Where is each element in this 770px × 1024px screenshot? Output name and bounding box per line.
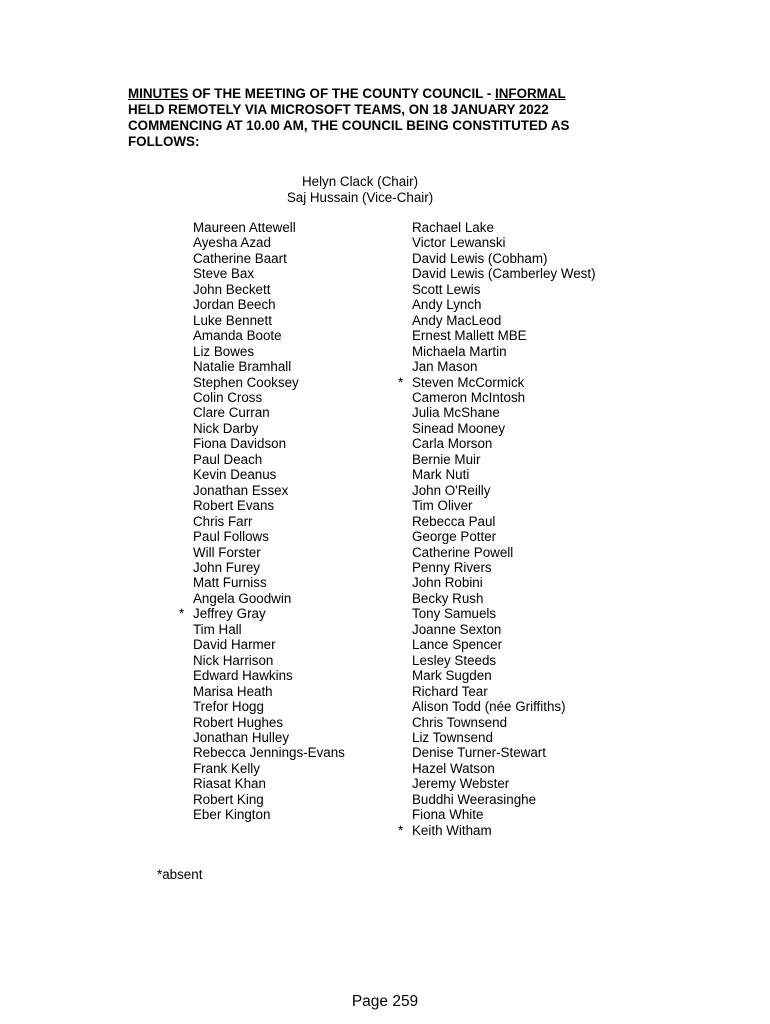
member-name: Catherine Powell — [412, 544, 514, 560]
member-item — [412, 668, 596, 683]
member-name: Steve Bax — [193, 266, 255, 282]
member-name: David Lewis (Cobham) — [412, 250, 548, 266]
member-item — [193, 498, 345, 513]
member-name: Cameron McIntosh — [412, 389, 526, 405]
member-name: Andy MacLeod — [412, 312, 502, 328]
member-item — [193, 359, 345, 374]
member-item — [412, 622, 596, 637]
member-item — [412, 220, 596, 235]
member-name: Rachael Lake — [412, 220, 494, 235]
member-name: Richard Tear — [412, 683, 488, 699]
member-item — [193, 282, 345, 297]
member-item — [193, 591, 345, 606]
member-name: Nick Harrison — [193, 652, 274, 668]
member-item — [412, 684, 596, 699]
member-item — [412, 514, 596, 529]
member-item — [193, 529, 345, 544]
member-item — [412, 606, 596, 621]
member-name: Keith Witham — [412, 822, 492, 838]
member-name: Buddhi Weerasinghe — [412, 791, 537, 807]
member-name: Mark Sugden — [412, 668, 492, 684]
member-item — [193, 514, 345, 529]
heading-line-1 — [128, 86, 628, 102]
member-item — [193, 436, 345, 451]
member-item — [412, 467, 596, 482]
member-name: Paul Follows — [193, 529, 269, 545]
member-item — [412, 545, 596, 560]
page-number: Page 259 — [351, 993, 419, 1010]
absent-marker: * — [398, 822, 404, 838]
member-name: Carla Morson — [412, 436, 493, 452]
member-item — [412, 761, 596, 776]
member-name: Jonathan Essex — [193, 482, 289, 498]
members-list-right — [398, 220, 596, 838]
member-name: Natalie Bramhall — [193, 359, 292, 375]
member-name: Ayesha Azad — [193, 235, 271, 251]
member-name: Stephen Cooksey — [193, 374, 299, 390]
member-item — [412, 745, 596, 760]
member-name: Frank Kelly — [193, 760, 260, 776]
member-item — [412, 405, 596, 420]
member-name: Jonathan Hulley — [193, 729, 290, 745]
member-item — [193, 344, 345, 359]
member-name: Colin Cross — [193, 389, 263, 405]
member-name: Will Forster — [193, 544, 261, 560]
member-name: Sinead Mooney — [412, 420, 506, 436]
member-item — [193, 375, 345, 390]
member-item — [193, 235, 345, 250]
member-name: Michaela Martin — [412, 343, 507, 359]
member-item — [193, 545, 345, 560]
member-item — [412, 421, 596, 436]
absent-marker: * — [179, 606, 185, 622]
absent-marker: * — [398, 374, 404, 390]
member-name: Tim Hall — [193, 621, 242, 637]
member-item — [193, 653, 345, 668]
heading-line-2: HELD REMOTELY VIA MICROSOFT TEAMS, ON 18 JANUARY 2022 — [128, 102, 549, 117]
member-name: Tony Samuels — [412, 606, 497, 622]
member-name: John O'Reilly — [412, 482, 491, 498]
member-name: Joanne Sexton — [412, 621, 502, 637]
absent-footnote: *absent — [157, 867, 203, 882]
member-name: Maureen Attewell — [193, 220, 296, 235]
member-name: Alison Todd (née Griffiths) — [412, 699, 566, 715]
member-item — [398, 374, 596, 390]
member-name: David Lewis (Camberley West) — [412, 266, 596, 282]
member-name: Riasat Khan — [193, 776, 266, 792]
member-name: Penny Rivers — [412, 559, 492, 575]
member-item — [412, 297, 596, 312]
member-name: Clare Curran — [193, 405, 270, 421]
member-name: Rebecca Jennings-Evans — [193, 745, 345, 761]
member-name: Becky Rush — [412, 590, 484, 606]
member-item — [412, 529, 596, 544]
member-name: Amanda Boote — [193, 328, 282, 344]
member-item — [193, 421, 345, 436]
member-name: Marisa Heath — [193, 683, 273, 699]
member-item — [412, 699, 596, 714]
member-item — [412, 436, 596, 451]
member-name: Chris Townsend — [412, 714, 508, 730]
heading-line-3: COMMENCING AT 10.00 AM, THE COUNCIL BEING CONSTITUTED AS — [128, 118, 570, 133]
member-name: Andy Lynch — [412, 297, 482, 313]
member-name: Trefor Hogg — [193, 699, 264, 715]
member-name: Bernie Muir — [412, 451, 481, 467]
member-name: Luke Bennett — [193, 312, 272, 328]
vice-chair-name: Saj Hussain (Vice-Chair) — [286, 190, 434, 205]
member-item — [412, 266, 596, 281]
member-item — [193, 467, 345, 482]
member-item — [193, 730, 345, 745]
member-name: Robert Hughes — [193, 714, 284, 730]
member-name: Lance Spencer — [412, 637, 503, 653]
member-name: Matt Furniss — [193, 575, 267, 591]
member-name: Tim Oliver — [412, 498, 473, 514]
member-item — [193, 390, 345, 405]
member-name: Denise Turner-Stewart — [412, 745, 546, 761]
member-item — [193, 452, 345, 467]
member-name: John Furey — [193, 559, 260, 575]
chair-block — [240, 174, 480, 206]
member-item — [193, 483, 345, 498]
member-name: Paul Deach — [193, 451, 263, 467]
member-item — [193, 807, 345, 822]
member-item — [193, 745, 345, 760]
member-name: Angela Goodwin — [193, 590, 292, 606]
member-item — [193, 622, 345, 637]
member-name: Chris Farr — [193, 513, 253, 529]
member-item — [193, 405, 345, 420]
member-item — [412, 792, 596, 807]
heading-minutes: MINUTES — [128, 86, 189, 101]
member-item — [179, 606, 345, 622]
member-item — [412, 390, 596, 405]
member-name: Steven McCormick — [412, 374, 525, 390]
member-item — [412, 807, 596, 822]
member-name: Liz Bowes — [193, 343, 255, 359]
member-item — [193, 297, 345, 312]
member-item — [193, 699, 345, 714]
member-item — [412, 251, 596, 266]
heading-informal: INFORMAL — [495, 86, 566, 101]
member-item — [193, 575, 345, 590]
member-name: Julia McShane — [412, 405, 500, 421]
member-name: Nick Darby — [193, 420, 259, 436]
member-name: George Potter — [412, 529, 497, 545]
member-name: Victor Lewanski — [412, 235, 506, 251]
member-name: Mark Nuti — [412, 467, 470, 483]
member-item — [193, 684, 345, 699]
member-name: John Beckett — [193, 281, 271, 297]
member-name: Kevin Deanus — [193, 467, 277, 483]
member-item — [412, 313, 596, 328]
member-name: Jeffrey Gray — [193, 606, 266, 622]
member-name: Eber Kington — [193, 807, 271, 823]
member-item — [412, 591, 596, 606]
member-name: Jeremy Webster — [412, 776, 510, 792]
member-name: Fiona White — [412, 807, 484, 823]
member-name: John Robini — [412, 575, 483, 591]
member-item — [412, 235, 596, 250]
member-item — [412, 498, 596, 513]
member-item — [412, 282, 596, 297]
member-item — [193, 668, 345, 683]
member-name: Robert Evans — [193, 498, 275, 514]
member-item — [193, 560, 345, 575]
member-item — [193, 761, 345, 776]
member-name: Liz Townsend — [412, 729, 493, 745]
member-item — [412, 483, 596, 498]
member-name: Scott Lewis — [412, 281, 481, 297]
member-item — [193, 776, 345, 791]
heading-line-4: FOLLOWS: — [128, 134, 200, 149]
member-name: Jan Mason — [412, 359, 478, 375]
members-list-left — [179, 220, 345, 823]
member-name: David Harmer — [193, 637, 276, 653]
member-item — [193, 220, 345, 235]
member-item — [193, 792, 345, 807]
member-item — [412, 715, 596, 730]
member-name: Lesley Steeds — [412, 652, 497, 668]
member-name: Rebecca Paul — [412, 513, 496, 529]
member-item — [412, 560, 596, 575]
member-name: Ernest Mallett MBE — [412, 328, 527, 344]
member-item — [412, 452, 596, 467]
member-item — [193, 251, 345, 266]
member-item — [398, 822, 596, 838]
member-item — [412, 328, 596, 343]
heading-middle: OF THE MEETING OF THE COUNTY COUNCIL - — [188, 86, 496, 101]
member-item — [193, 328, 345, 343]
member-name: Robert King — [193, 791, 264, 807]
member-item — [412, 359, 596, 374]
member-name: Hazel Watson — [412, 760, 495, 776]
member-item — [412, 653, 596, 668]
member-name: Catherine Baart — [193, 250, 287, 266]
member-item — [412, 637, 596, 652]
member-item — [193, 637, 345, 652]
member-item — [193, 715, 345, 730]
member-item — [412, 575, 596, 590]
member-item — [193, 313, 345, 328]
member-item — [412, 730, 596, 745]
member-name: Jordan Beech — [193, 297, 276, 313]
member-name: Fiona Davidson — [193, 436, 287, 452]
member-name: Edward Hawkins — [193, 668, 293, 684]
member-item — [412, 776, 596, 791]
member-item — [193, 266, 345, 281]
member-item — [412, 344, 596, 359]
chair-name: Helyn Clack (Chair) — [301, 174, 419, 189]
minutes-heading — [128, 86, 628, 150]
